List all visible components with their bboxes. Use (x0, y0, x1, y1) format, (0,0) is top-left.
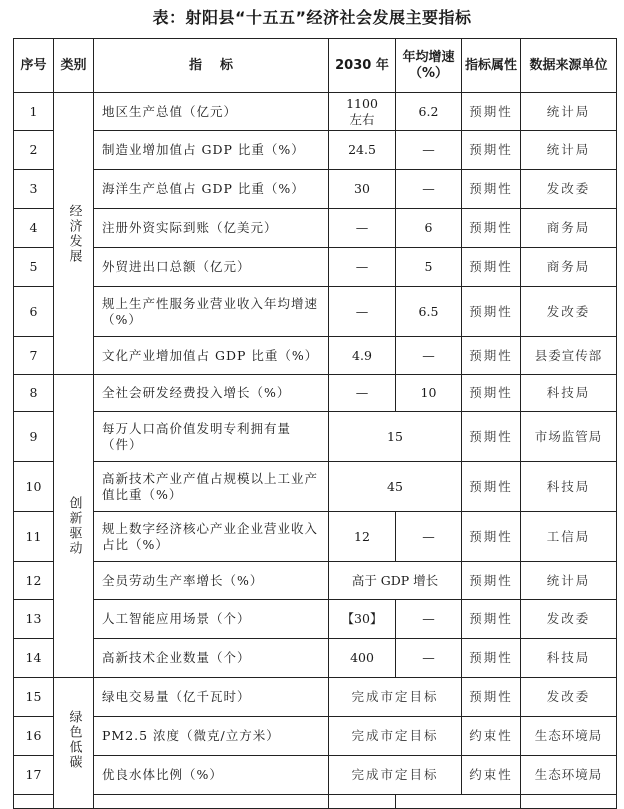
annual-growth: 5 (396, 248, 462, 287)
category-label: 创新驱动 (66, 496, 82, 556)
data-source: 统计局 (521, 93, 617, 131)
data-source: 发改委 (521, 678, 617, 717)
indicator-name: 全社会研发经费投入增长（%） (94, 375, 329, 412)
table-row (14, 375, 617, 412)
indicator-name: 全员劳动生产率增长（%） (94, 562, 329, 600)
annual-growth: — (396, 512, 462, 562)
data-source: 市场监管局 (521, 412, 617, 462)
table-row (14, 337, 617, 375)
target-2030: — (329, 209, 396, 248)
indicator-name: 制造业增加值占 GDP 比重（%） (94, 131, 329, 170)
target-2030: — (329, 287, 396, 337)
data-source: 生态环境局 (521, 756, 617, 795)
header-annual-growth: 年均增速（%） (396, 39, 462, 93)
table-row (14, 209, 617, 248)
row-number: 5 (14, 248, 54, 287)
row-number: 15 (14, 678, 54, 717)
indicator-name: 每万人口高价值发明专利拥有量（件） (94, 412, 329, 462)
row-number: 8 (14, 375, 54, 412)
indicator-name: 绿电交易量（亿千瓦时） (94, 678, 329, 717)
indicator-attribute: 预期性 (462, 248, 521, 287)
target-2030: 30 (329, 170, 396, 209)
indicator-name: 地区生产总值（亿元） (94, 93, 329, 131)
table-row (14, 131, 617, 170)
table-row (14, 562, 617, 600)
category-label: 绿色低碳 (66, 710, 82, 770)
table-title: 表：射阳县“十五五”经济社会发展主要指标 (152, 8, 472, 27)
data-source: 发改委 (521, 600, 617, 639)
data-source: 统计局 (521, 131, 617, 170)
indicator-attribute: 预期性 (462, 562, 521, 600)
data-source: 科技局 (521, 462, 617, 512)
indicator-attribute: 预期性 (462, 170, 521, 209)
table-row (14, 93, 617, 131)
indicator-attribute: 预期性 (462, 209, 521, 248)
row-number: 14 (14, 639, 54, 678)
table-row (14, 248, 617, 287)
header-source: 数据来源单位 (521, 39, 617, 93)
indicator-name: 海洋生产总值占 GDP 比重（%） (94, 170, 329, 209)
row-number: 13 (14, 600, 54, 639)
target-2030: 24.5 (329, 131, 396, 170)
category-green-cell (54, 678, 94, 809)
table-row (14, 287, 617, 337)
indicators-table (13, 38, 617, 809)
row-number: 16 (14, 717, 54, 756)
indicator-name: 高新技术产业产值占规模以上工业产值比重（%） (94, 462, 329, 512)
annual-growth: 6.5 (396, 287, 462, 337)
indicator-attribute: 预期性 (462, 512, 521, 562)
row-number: 7 (14, 337, 54, 375)
header-category: 类别 (54, 39, 94, 93)
target-2030: 400 (329, 639, 396, 678)
indicator-attribute: 约束性 (462, 717, 521, 756)
table-row (14, 170, 617, 209)
row-number: 12 (14, 562, 54, 600)
merged-target-value: 高于 GDP 增长 (329, 562, 462, 600)
indicator-name: 外贸进出口总额（亿元） (94, 248, 329, 287)
indicator-attribute: 预期性 (462, 462, 521, 512)
table-row (14, 756, 617, 795)
row-number: 1 (14, 93, 54, 131)
table-row (14, 462, 617, 512)
table-row (14, 717, 617, 756)
table-row (14, 512, 617, 562)
indicator-attribute: 预期性 (462, 375, 521, 412)
indicator-attribute: 预期性 (462, 337, 521, 375)
row-number: 17 (14, 756, 54, 795)
row-number: 4 (14, 209, 54, 248)
target-2030: — (329, 375, 396, 412)
target-2030: 【30】 (329, 600, 396, 639)
indicator-attribute: 预期性 (462, 412, 521, 462)
indicator-attribute: 预期性 (462, 93, 521, 131)
category-innovation-cell (54, 375, 94, 678)
indicator-name: 规上生产性服务业营业收入年均增速（%） (94, 287, 329, 337)
merged-target-value: 完成市定目标 (329, 678, 462, 717)
row-number: 11 (14, 512, 54, 562)
header-seq: 序号 (14, 39, 54, 93)
target-2030: 12 (329, 512, 396, 562)
merged-target-value: 完成市定目标 (329, 756, 462, 795)
target-2030: 4.9 (329, 337, 396, 375)
indicator-attribute: 预期性 (462, 287, 521, 337)
data-source: 生态环境局 (521, 717, 617, 756)
indicator-attribute: 预期性 (462, 639, 521, 678)
data-source: 发改委 (521, 287, 617, 337)
indicator-name: 人工智能应用场景（个） (94, 600, 329, 639)
annual-growth: — (396, 337, 462, 375)
row-number: 6 (14, 287, 54, 337)
indicator-name: 高新技术企业数量（个） (94, 639, 329, 678)
header-target-2030: 2030 年 (329, 39, 396, 93)
table-row (14, 412, 617, 462)
table-row (14, 678, 617, 717)
row-number: 3 (14, 170, 54, 209)
merged-target-value: 完成市定目标 (329, 717, 462, 756)
data-source: 科技局 (521, 639, 617, 678)
annual-growth: — (396, 639, 462, 678)
target-2030: — (329, 248, 396, 287)
merged-target-value: 45 (329, 462, 462, 512)
annual-growth: — (396, 170, 462, 209)
data-source: 商务局 (521, 209, 617, 248)
indicator-attribute: 预期性 (462, 600, 521, 639)
row-number: 10 (14, 462, 54, 512)
row-number: 9 (14, 412, 54, 462)
indicator-name: 优良水体比例（%） (94, 756, 329, 795)
indicator-attribute: 预期性 (462, 678, 521, 717)
table-row (14, 600, 617, 639)
category-economy-cell (54, 93, 94, 375)
merged-target-value: 15 (329, 412, 462, 462)
header-row (14, 39, 617, 93)
data-source: 县委宣传部 (521, 337, 617, 375)
data-source: 发改委 (521, 170, 617, 209)
data-source: 科技局 (521, 375, 617, 412)
annual-growth: 6 (396, 209, 462, 248)
data-source: 统计局 (521, 562, 617, 600)
annual-growth: 6.2 (396, 93, 462, 131)
indicator-name: 规上数字经济核心产业企业营业收入占比（%） (94, 512, 329, 562)
category-label: 经济发展 (66, 203, 82, 264)
indicator-name: 文化产业增加值占 GDP 比重（%） (94, 337, 329, 375)
data-source: 工信局 (521, 512, 617, 562)
table-row (14, 639, 617, 678)
target-2030: 1100 左右 (329, 93, 396, 131)
indicator-attribute: 预期性 (462, 131, 521, 170)
annual-growth: 10 (396, 375, 462, 412)
annual-growth: — (396, 600, 462, 639)
header-indicator: 指 标 (94, 39, 329, 93)
indicator-name: PM2.5 浓度（微克/立方米） (94, 717, 329, 756)
annual-growth: — (396, 131, 462, 170)
indicator-attribute: 约束性 (462, 756, 521, 795)
header-attribute: 指标属性 (462, 39, 521, 93)
data-source: 商务局 (521, 248, 617, 287)
row-number: 2 (14, 131, 54, 170)
indicator-name: 注册外资实际到账（亿美元） (94, 209, 329, 248)
